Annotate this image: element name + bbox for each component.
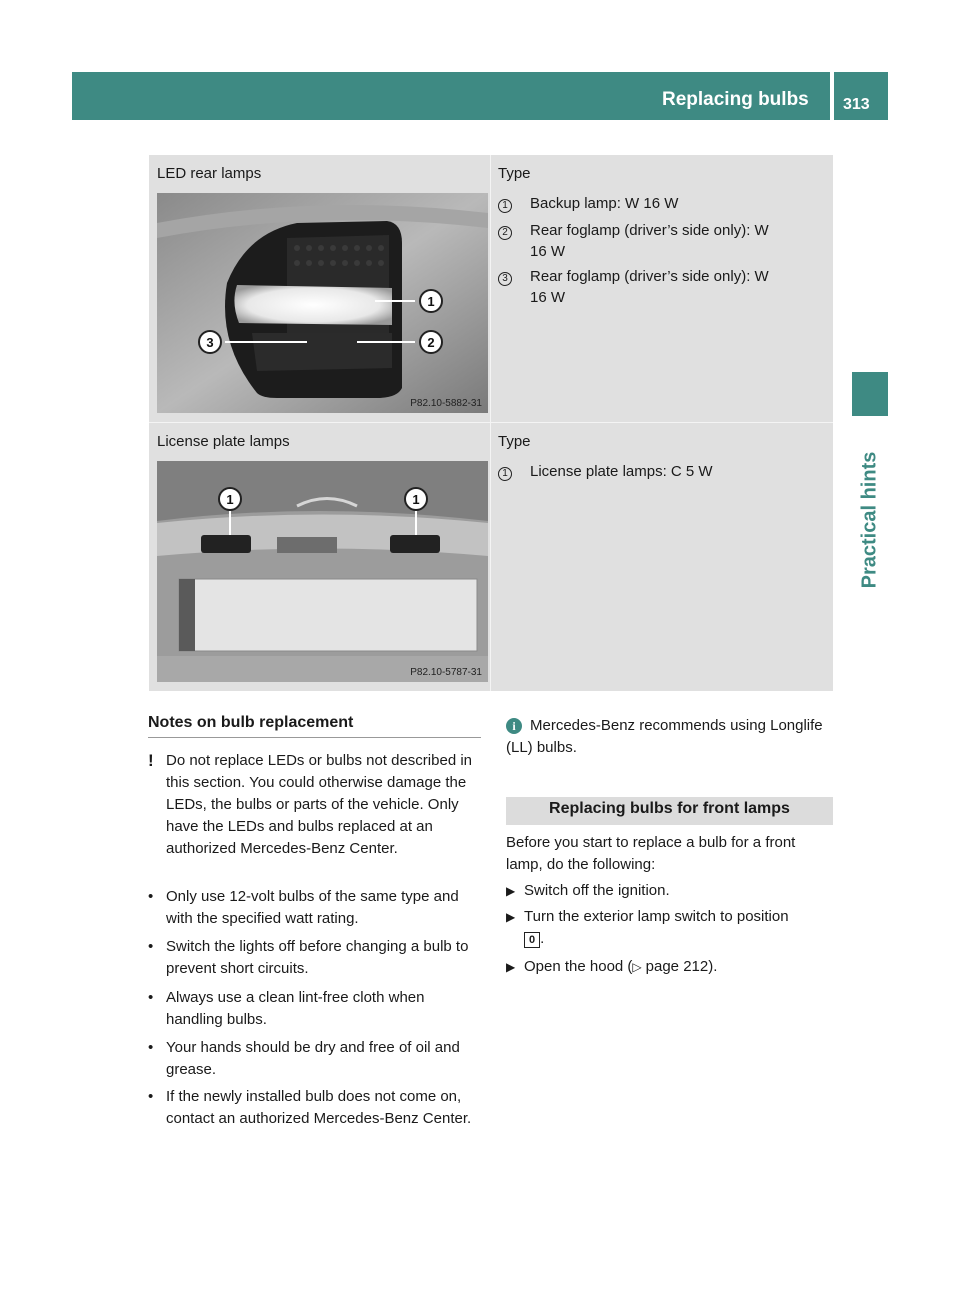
legend-item	[498, 193, 818, 214]
step-item	[506, 880, 828, 902]
step-suffix: ).	[708, 958, 718, 975]
svg-text:2: 2	[427, 335, 435, 350]
step-arrow-icon: ▶	[506, 884, 516, 898]
notes-heading: Notes on bulb replacement	[148, 714, 354, 731]
legend-text: Rear foglamp (driver’s side only): W 16 W	[530, 268, 769, 306]
step-text: Open the hood (	[524, 958, 633, 975]
legend-text: Rear foglamp (driver’s side only): W 16 W	[530, 222, 769, 260]
step-arrow-icon: ▶	[506, 960, 516, 974]
bullet-icon: •	[148, 1039, 154, 1056]
bullet-icon: •	[148, 1088, 154, 1105]
step-arrow-icon: ▶	[506, 910, 516, 924]
legend-item	[498, 461, 818, 482]
front-lamps-intro: Before you start to replace a bulb for a front lamp, do the following:	[506, 834, 796, 873]
side-tab-label: Practical hints	[858, 451, 881, 589]
list-item	[148, 987, 482, 1031]
table-row-divider	[149, 422, 833, 423]
step-text: Switch off the ignition.	[524, 882, 670, 899]
info-note	[506, 715, 826, 759]
page-header-title: Replacing bulbs	[662, 89, 809, 110]
info-icon: i	[506, 718, 522, 734]
type-heading-row1: Type	[498, 165, 531, 182]
list-item-text: Your hands should be dry and free of oil and grease.	[166, 1039, 460, 1078]
page-reference-link[interactable]: page 212	[645, 958, 709, 975]
list-item-text: Switch the lights off before changing a bulb to prevent short circuits.	[166, 938, 469, 977]
photo-code: P82.10-5787-31	[410, 667, 482, 678]
step-item	[506, 956, 828, 978]
svg-text:1: 1	[226, 492, 234, 507]
callout-number: 3	[498, 272, 512, 286]
step-content	[524, 906, 789, 950]
svg-text:3: 3	[206, 335, 214, 350]
legend-text: License plate lamps: C 5 W	[530, 463, 713, 480]
warning-note	[148, 750, 482, 860]
callout-number: 1	[498, 467, 512, 481]
bullet-icon: •	[148, 938, 154, 955]
callout-number: 1	[498, 199, 512, 213]
step-text: Turn the exterior lamp switch to position	[524, 908, 789, 925]
type-heading-row2: Type	[498, 433, 531, 450]
lamp-switch-off-symbol: 0	[524, 932, 540, 948]
step-content	[524, 956, 717, 978]
warning-text: Do not replace LEDs or bulbs not described in this section. You could otherwise damage the LEDs, the bulbs or parts of the vehicle. Only have the LEDs and bulbs replaced at an authorized Mercedes-Benz Center.	[166, 752, 473, 857]
table-column-divider	[490, 155, 491, 691]
led-rear-lamps-title: LED rear lamps	[157, 165, 262, 182]
list-item-text: Only use 12-volt bulbs of the same type and with the specified watt rating.	[166, 888, 459, 927]
step-suffix: .	[540, 930, 545, 947]
info-note-text: Mercedes-Benz recommends using Longlife (LL) bulbs.	[506, 717, 823, 756]
page-ref-arrow-icon: ▷	[632, 960, 642, 974]
list-item-text: If the newly installed bulb does not come on, contact an authorized Mercedes-Benz Center.	[166, 1088, 472, 1127]
rear-lamp-photo	[157, 193, 488, 413]
list-item	[148, 1037, 482, 1081]
legend-item	[498, 220, 788, 262]
license-plate-photo	[157, 461, 488, 682]
legend-item	[498, 266, 788, 308]
warning-icon: !	[148, 751, 154, 770]
svg-text:1: 1	[427, 294, 435, 309]
side-tab-marker	[852, 372, 888, 416]
callout-number: 2	[498, 226, 512, 240]
list-item	[148, 1086, 482, 1130]
license-plate-lamps-title: License plate lamps	[157, 433, 290, 450]
list-item-text: Always use a clean lint-free cloth when handling bulbs.	[166, 989, 425, 1028]
page-number: 313	[843, 96, 870, 113]
photo-code: P82.10-5882-31	[410, 398, 482, 409]
bullet-icon: •	[148, 989, 154, 1006]
step-item	[506, 906, 828, 950]
bullet-icon: •	[148, 888, 154, 905]
legend-text: Backup lamp: W 16 W	[530, 195, 679, 212]
list-item	[148, 936, 482, 980]
list-item	[148, 886, 482, 930]
section-rule	[148, 737, 481, 738]
front-lamps-heading: Replacing bulbs for front lamps	[549, 800, 790, 817]
svg-text:1: 1	[412, 492, 420, 507]
